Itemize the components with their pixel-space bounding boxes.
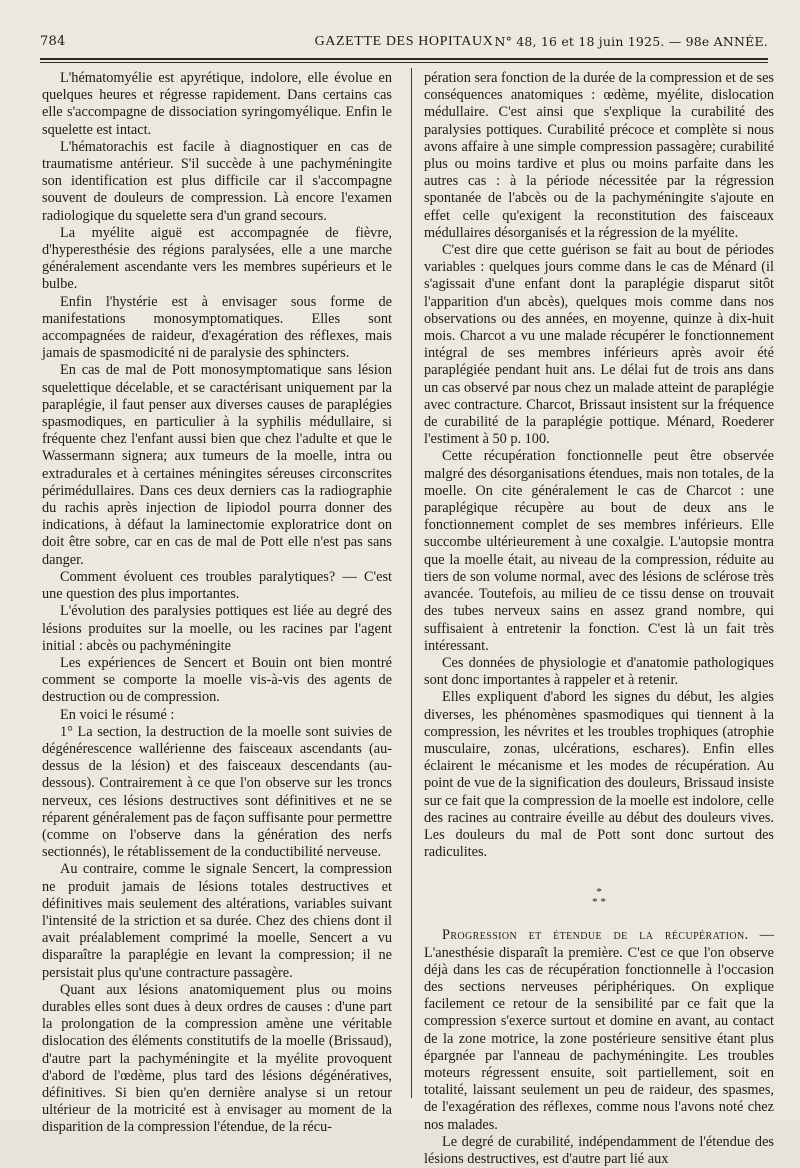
issue-info: N° 48, 16 et 18 juin 1925. — 98e ANNÉE.: [494, 34, 768, 49]
journal-title: GAZETTE DES HOPITAUX: [314, 34, 494, 49]
paragraph: C'est dire que cette guérison se fait au bout de périodes variables : quelques jours comme dans le cas de Ménard (il s'agissait d'une enfant dont la paraplégie disparut sitôt l'apparition d'un abcès), quelques mois comme dans nos observations ou des années, en moyenne, quinze à dix-huit mois. Charcot a vu une malade récupérer le fonctionnement intégral de ses membres inférieurs après avoir été paraplégiée pendant huit ans. Le délai fut de trois ans dans un cas observé par nous chez un malade atteint de paraplégie avec contracture. Charcot, Brissaut insistent sur la fréquence de curabilité de la paraplégie pottique. Ménard, Roederer l'estiment à 50 p. 100.: [424, 242, 774, 448]
paragraph-text: L'anesthésie disparaît la première. C'est ce que l'on observe déjà dans les cas de récupération fonctionnelle à l'occasion des sections nerveuses périphériques. On explique facilement ce retour de la sensibilité par ce fait que la compression s'exerce surtout et domine en avant, au contact de la zone motrice, la zone postérieure sensitive étant plus épargnée par l'anneau de pachyméningite. Les troubles moteurs régressent ensuite, soit partiellement, soit en totalité, laissant seulement un peu de raideur, des spasmes, de l'exagération des réflexes, comme nous l'avons noté chez nos malades.: [424, 944, 774, 1133]
paragraph: L'hématorachis est facile à diagnostiquer en cas de traumatisme antérieur. S'il succède à une pachyméningite son identification est plus difficile car il s'accompagne souvent de douleurs de compression. Là encore l'examen radiologique du squelette sera d'un grand secours.: [42, 138, 392, 224]
paragraph: Enfin l'hystérie est à envisager sous forme de manifestations monosymptomatiques. Elles sont accompagnées de raideur, d'exagération des réflexes, mais jamais de spasmodicité ni de paralysie des sphincters.: [42, 293, 392, 362]
header-rule-thin: [40, 62, 768, 63]
section-heading-paragraph: Progression et étendue de la récupération. — L'anesthésie disparaît la première. C'est ce que l'on observe déjà dans les cas de récupération fonctionnelle à l'occasion des sections nerveuses périphériques. On explique facilement ce retour de la sensibilité par ce fait que la compression s'exerce surtout et domine en avant, au contact de la zone motrice, la zone postérieure sensitive étant plus épargnée par l'anneau de pachyméningite. Les troubles moteurs régressent ensuite, soit partiellement, soit en totalité, laissant seulement un peu de raideur, des spasmes, de l'exagération des réflexes, comme nous l'avons noté chez nos malades.: [424, 927, 775, 1133]
paragraph: La myélite aiguë est accompagnée de fièvre, d'hyperesthésie des régions paralysées, elle a une marche généralement ascendante vers les membres supérieurs et le bulbe.: [42, 224, 392, 293]
header-rule-thick: [40, 58, 768, 60]
page-header: [40, 30, 768, 52]
paragraph: L'hématomyélie est apyrétique, indolore, elle évolue en quelques heures et régresse rapidement. Dans certains cas elle s'accompagne de dissociation syringomyélique. Enfin le squelette est intact.: [42, 70, 392, 138]
paragraph: Cette récupération fonctionnelle peut être observée malgré des désorganisations étendues, mais non totales, de la moelle. On cite généralement le cas de Charcot : une paraplégique récupère au bout de deux ans le fonctionnement complet de ses membres inférieurs. Elle succombe ultérieurement à une coxalgie. L'autopsie montra que la moelle était, au niveau de la compression, réduite au tiers de son volume normal, avec des lésions de sclérose très avancée. Toutefois, au milieu de ce tissu dense on trouvait des tubes nerveux sains en assez grand nombre, qui suffisaient à entretenir la fonction. C'est là un fait très intéressant.: [424, 448, 774, 654]
left-column: [42, 70, 392, 1136]
paragraph: pération sera fonction de la durée de la compression et de ses conséquences anatomiques : œdème, myélite, dislocation médullaire. C'est ainsi que s'explique la curabilité des paralysies pottiques. Curabilité précoce et complète si nous avons affaire à une simple compression passagère; curabilité plus ou moins tardive et plus ou moins parfaite dans les autres cas : à la période nécessitée par la régression spontanée de l'abcès ou de la pachyméningite s'ajoute en effet celle qu'exigent la reconstitution des faisceaux médullaires désorganisés et la régression de la myélite.: [424, 70, 774, 241]
section-separator: * * *: [592, 886, 606, 909]
paragraph: Au contraire, comme le signale Sencert, la compression ne produit jamais de lésions totales destructives et définitives mais seulement des altérations, variables suivant l'intensité de la striction et sa durée. Chez des chiens dont il avait préalablement comprimé la moelle, Sencert a vu disparaître la paraplégie en levant la compression; il ne persistait plus qu'une contracture passagère.: [42, 861, 392, 981]
right-column: [424, 70, 775, 1167]
paragraph: Elles expliquent d'abord les signes du début, les algies diverses, les phénomènes spasmodiques qui tiennent à la compression, les névrites et les troubles trophiques (atrophie musculaire, zonas, ulcérations, eschares). Enfin elles éclairent le mécanisme et les modes de récupération. Au point de vue de la signification des douleurs, Brissaud insiste sur ce fait que la compression de la moelle est indolore, celle des racines au contraire éveille au début des douleurs vives. Les douleurs du mal de Pott sont donc surtout des radiculites.: [424, 689, 774, 861]
paragraph: En cas de mal de Pott monosymptomatique sans lésion squelettique décelable, et se caractérisant uniquement par la paraplégie, il faut penser aux diverses causes de paraplégies spasmodiques, en particulier à la syphilis médullaire, si fréquente chez l'enfant aussi bien que chez l'adulte et que le Wassermann signera; aux tumeurs de la moelle, intra ou extradurales et à certaines méningites séreuses circonscrites périmédullaires. Dans ces deux derniers cas la radiographie du rachis après injection de lipiodol pourra donner des indications, à défaut la laminectomie exploratrice dont on doit être sobre, car en cas de mal de Pott elle n'est pas sans danger.: [42, 362, 392, 568]
paragraph: Comment évoluent ces troubles paralytiques? — C'est une question des plus importantes.: [42, 568, 392, 603]
paragraph: Ces données de physiologie et d'anatomie pathologiques sont donc importantes à rappeler et à retenir.: [424, 654, 774, 689]
paragraph: Le degré de curabilité, indépendamment de l'étendue des lésions destructives, est d'autre part lié aux: [424, 1133, 774, 1167]
column-divider: [411, 68, 412, 1098]
paragraph: Quant aux lésions anatomiquement plus ou moins durables elles sont dues à deux ordres de causes : d'une part la prolongation de la compression amène une véritable dislocation des éléments constitutifs de la moelle (Brissaud), d'autre part la pachyméningite et la myélite provoquent d'abord de l'œdème, plus tard des lésions dégénératives, définitives. Si bien qu'en dernière analyse si un retour ultérieur de la motricité est à envisager au moment de la disparition de la compression l'étendue, de la récu-: [42, 981, 392, 1136]
page-number: 784: [40, 34, 66, 49]
paragraph: L'évolution des paralysies pottiques est liée au degré des lésions produites sur la moelle, ou les racines par l'agent initial : abcès ou pachyméningite: [42, 603, 392, 654]
paragraph: En voici le résumé :: [60, 706, 175, 723]
section-heading: Progression et étendue de la récupération.: [442, 927, 749, 944]
paragraph: 1° La section, la destruction de la moelle sont suivies de dégénérescence wallérienne des faisceaux ascendants (au-dessus de la lésion) et des faisceaux descendants (au-dessous). Contrairement à ce que l'on observe sur les troncs nerveux, ces lésions destructives sont définitives et ne se réparent généralement pas de façon suffisante pour permettre (comme on l'observe dans la génération des nerfs sectionnés), le rétablissement de la conductibilité nerveuse.: [42, 723, 392, 861]
paragraph: Les expériences de Sencert et Bouin ont bien montré comment se comporte la moelle vis-à-vis des agents de destruction ou de compression.: [42, 654, 392, 706]
